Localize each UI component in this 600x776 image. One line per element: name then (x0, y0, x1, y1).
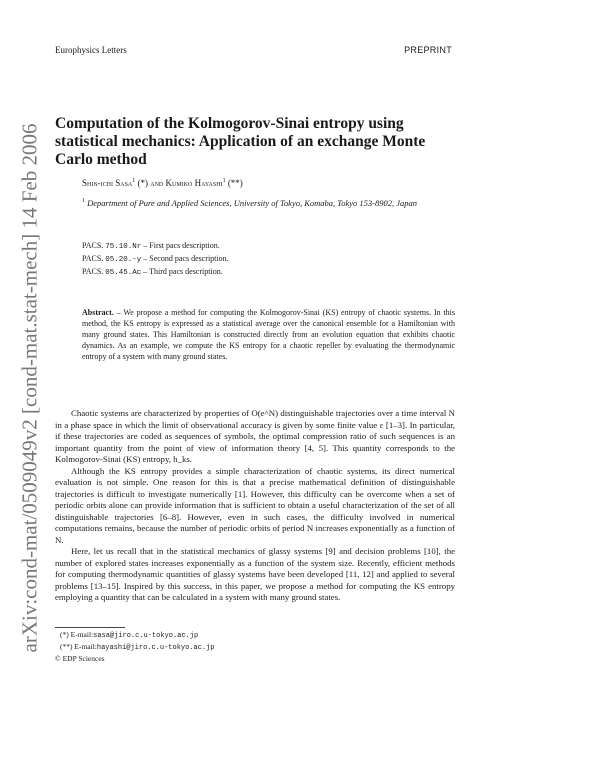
email-address[interactable]: hayashi@jiro.c.u-tokyo.ac.jp (96, 643, 215, 652)
pacs-list (82, 240, 229, 279)
footnote (60, 630, 215, 642)
pacs-entry (82, 240, 229, 253)
footnote (60, 642, 215, 654)
author-2-name: Kumiko Hayashi (165, 178, 223, 188)
footnote-label: E-mail: (70, 630, 94, 639)
preprint-label: PREPRINT (404, 45, 452, 55)
footnote-mark: (*) (60, 630, 69, 639)
pacs-code: 05.45.Ac (105, 269, 142, 277)
body-text (55, 408, 455, 604)
pacs-desc: – Second pacs description. (143, 254, 229, 263)
footnote-label: E-mail: (74, 641, 97, 651)
author-1-affil-mark: 1 (132, 178, 136, 184)
pacs-code: 75.10.Nr (105, 243, 142, 251)
footnote-rule (55, 627, 125, 628)
email-address[interactable]: sasa@jiro.c.u-tokyo.ac.jp (93, 632, 199, 640)
affiliation-text: Department of Pure and Applied Sciences, University of Tokyo, Komaba, Tokyo 153-8902, Japan (87, 197, 418, 208)
pacs-entry (82, 266, 229, 279)
body-paragraph: Although the KS entropy provides a simple characterization of chaotic systems, its direct numerical evaluation is not simple. One reason for this is that a precise mathematical definition of distinguishable trajectories is difficult to investigate numerically [1]. However, this difficulty can be overcome when a set of periodic orbits alone can provide information that is sufficient to obtain a useful characterization of the set of all distinguishable trajectories [6–8]. However, even in such cases, the difficulty involved in numerical computations remains, because the number of periodic orbits of period N increases exponentially as a function of N. (55, 465, 455, 545)
pacs-code: 05.20.-y (105, 256, 142, 264)
abstract (82, 307, 455, 362)
body-paragraph: Here, let us recall that in the statistical mechanics of glassy systems [9] and decision problems [10], the number of explored states increases exponentially as a function of the system size. Recently, efficient methods for computing thermodynamic quantities of glassy systems have been developed [11, 12] and applied to several problems [13–15]. Inspired by this success, in this paper, we propose a method for computing the KS entropy employing a quantity that can be calculated in a system with many ground states. (55, 546, 455, 602)
journal-name: Europhysics Letters (55, 45, 127, 55)
pacs-prefix: PACS. (82, 267, 104, 276)
abstract-label: Abstract. (82, 308, 114, 317)
affiliation (82, 195, 455, 209)
pacs-desc: – Third pacs description. (143, 267, 223, 276)
abstract-text: – We propose a method for computing the Kolmogorov-Sinai (KS) entropy of chaotic systems. In this method, the KS entropy is expressed as a statistical average over the canonical ensemble for a Hamiltonian with many ground states. This Hamiltonian is constructed directly from an evolution equation that exhibits chaotic dynamics. As an example, we compute the KS entropy for a chaotic repeller by evaluating the thermodynamic entropy of a system with many ground states. (82, 308, 455, 361)
pacs-desc: – First pacs description. (143, 241, 220, 250)
pacs-prefix: PACS. (82, 254, 104, 263)
arxiv-stamp-text: arXiv:cond-mat/0509049v2 [cond-mat.stat-mech] 14 Feb 2006 (17, 123, 42, 653)
affiliation-mark: 1 (82, 198, 85, 204)
footnotes (60, 630, 215, 653)
pacs-prefix: PACS. (82, 241, 104, 250)
pacs-entry (82, 253, 229, 266)
author-1-note: (*) (137, 178, 149, 188)
footnote-mark: (**) (60, 641, 73, 651)
author-1-name: Shin-ichi Sasa (82, 178, 133, 188)
author-line: Shin-ichi Sasa$^1$ (*) and Kumiko Hayashi$^1$ (**) (82, 178, 243, 188)
author-2-note: (**) (227, 178, 243, 188)
paper-title: Computation of the Kolmogorov-Sinai entropy using statistical mechanics: Application of an exchange Monte Carlo method (55, 115, 426, 168)
author-2-affil-mark: 1 (222, 178, 226, 184)
copyright: © EDP Sciences (55, 654, 105, 663)
body-paragraph: Chaotic systems are characterized by properties of O(e^N) distinguishable trajectories over a time interval N in a phase space in which the limit of observational accuracy is given by some finite value ε [1–3]. In particular, if these trajectories are coded as sequences of symbols, the optimal compression ratio of such sequences is an important quantity from the point of view of information theory [4, 5]. This quantity corresponds to the Kolmogorov-Sinai (KS) entropy, h_ks. (55, 408, 455, 464)
